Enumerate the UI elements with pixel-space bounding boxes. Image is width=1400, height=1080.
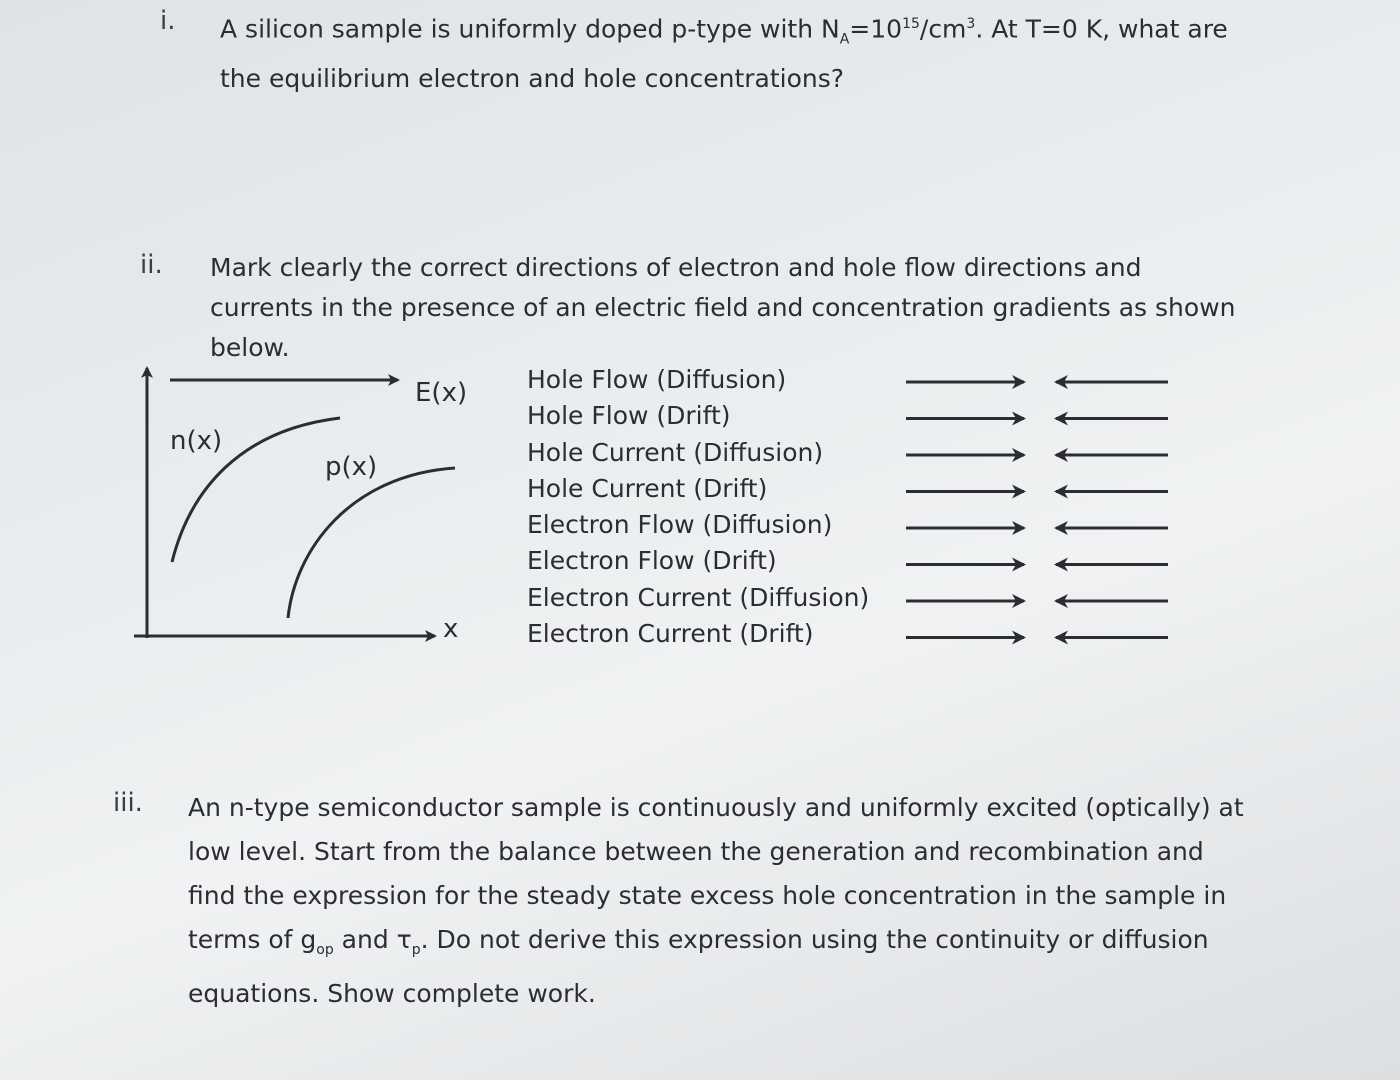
- list-item: Electron Current (Drift): [527, 619, 814, 649]
- field-label: E(x): [415, 378, 468, 408]
- question-3-text: An n-type semiconductor sample is continuously and uniformly excited (optically) at low level. Start from the balance between the generation and recombination and find the expression for the steady state excess hole concentration in the sample in terms of $g_{op}$ and $\tau_p$. Do not derive this expression using the continuity or diffusion equations. Show complete work.: [188, 793, 1244, 1008]
- list-item: Hole Flow (Diffusion): [527, 365, 787, 394]
- n-curve-label: n(x): [170, 426, 223, 456]
- list-item: Hole Current (Drift): [527, 473, 768, 503]
- current-direction-list: [527, 362, 869, 652]
- p-curve: [288, 468, 455, 618]
- question-3-number: iii.: [113, 788, 143, 818]
- list-item: Electron Current (Diffusion): [527, 582, 870, 612]
- list-item: Electron Flow (Diffusion): [527, 510, 833, 540]
- x-axis-label: x: [443, 614, 459, 644]
- list-item: Hole Flow (Drift): [527, 401, 731, 431]
- question-1-number: i.: [160, 6, 176, 36]
- p-curve-label: p(x): [325, 452, 378, 482]
- list-item: Electron Flow (Drift): [527, 546, 777, 576]
- direction-arrows: [900, 366, 1180, 656]
- concentration-graph: [130, 360, 490, 650]
- question-2-text: Mark clearly the correct directions of electron and hole flow directions and currents in the presence of an electric field and concentration gradients as shown below.: [210, 253, 1236, 362]
- question-2-number: ii.: [140, 250, 163, 280]
- arrow-drawing: [900, 366, 1180, 656]
- list-item: Hole Current (Diffusion): [527, 437, 824, 467]
- question-1-text: A silicon sample is uniformly doped p-type with $N_A=10^{15}/cm^3$. At T=0 K, what are the equilibrium electron and hole concentrations?: [220, 14, 1228, 94]
